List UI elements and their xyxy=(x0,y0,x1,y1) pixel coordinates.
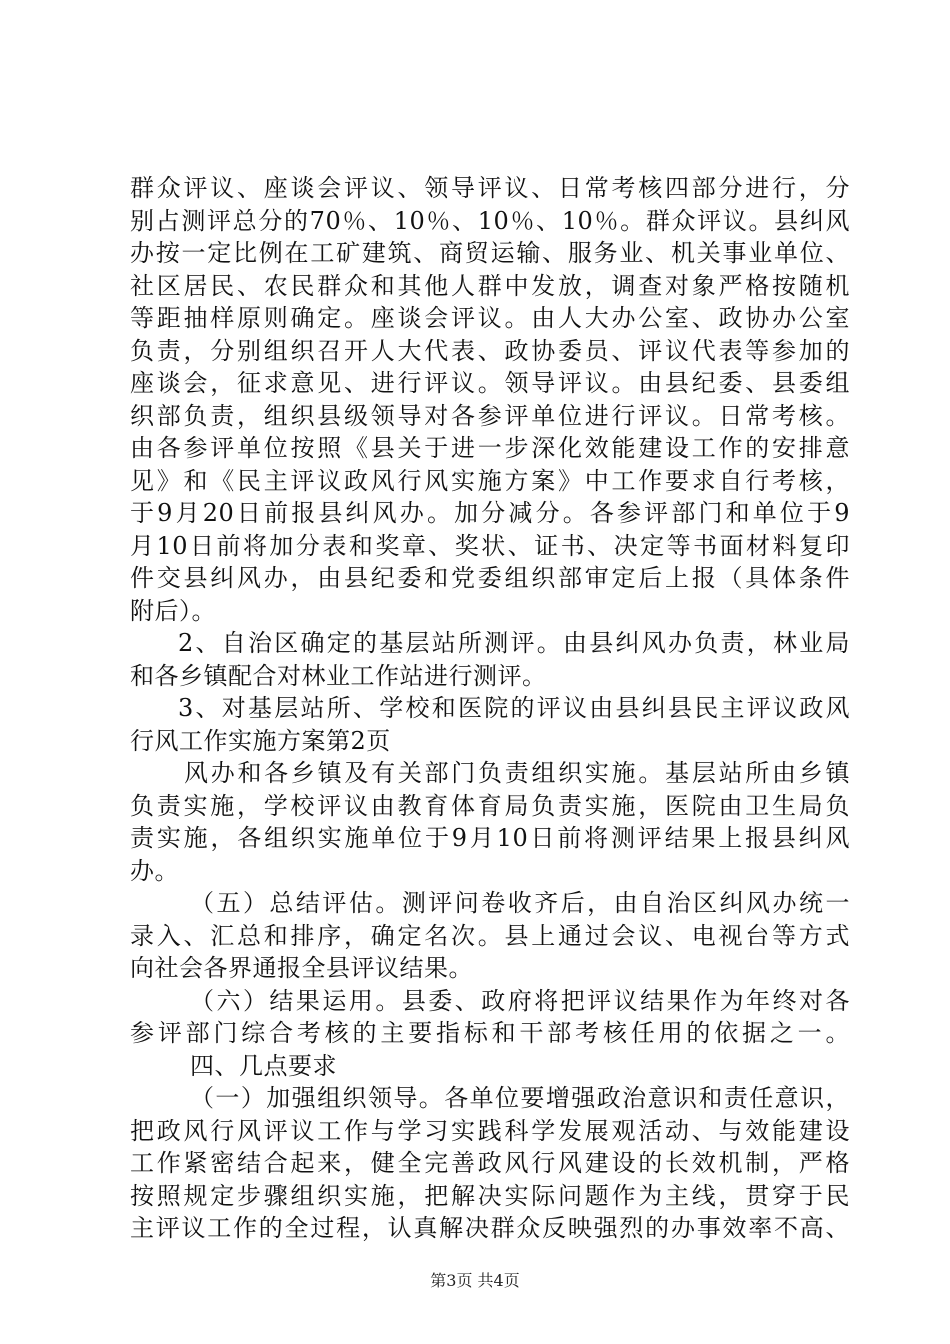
section-heading: 四、几点要求 xyxy=(190,1051,337,1080)
text-line: 别占测评总分的70％、10％、10％、10％。群众评议。县纠风 xyxy=(130,206,850,235)
text-line: 件交县纠风办，由县纪委和党委组织部审定后上报（具体条件 xyxy=(130,564,850,592)
text-line: 向社会各界通报全县评议结果。 xyxy=(130,954,473,982)
text-line: 责实施，各组织实施单位于9月10日前将测评结果上报县纠风 xyxy=(130,824,850,852)
text-line: 月10日前将加分表和奖章、奖状、证书、决定等书面材料复印 xyxy=(130,531,850,560)
text-line: 工作紧密结合起来，健全完善政风行风建设的长效机制，严格 xyxy=(130,1149,850,1177)
text-line: 主评议工作的全过程，认真解决群众反映强烈的办事效率不高、 xyxy=(130,1214,850,1242)
text-line: 由各参评单位按照《县关于进一步深化效能建设工作的安排意 xyxy=(130,434,850,462)
text-line: 于9月20日前报县纠风办。加分减分。各参评部门和单位于9 xyxy=(130,499,850,527)
text-line: 负责实施，学校评议由教育体育局负责实施，医院由卫生局负 xyxy=(130,791,850,820)
text-line: 3、对基层站所、学校和医院的评议由县纠县民主评议政风 xyxy=(178,694,850,722)
text-line: 社区居民、农民群众和其他人群中发放，调查对象严格按随机 xyxy=(130,271,850,300)
text-line: 和各乡镇配合对林业工作站进行测评。 xyxy=(130,661,547,690)
text-line: 见》和《民主评议政风行风实施方案》中工作要求自行考核， xyxy=(130,466,850,495)
text-line: 风办和各乡镇及有关部门负责组织实施。基层站所由乡镇 xyxy=(184,759,850,787)
document-body xyxy=(130,172,850,1245)
text-line: 织部负责，组织县级领导对各参评单位进行评议。日常考核。 xyxy=(130,401,850,430)
text-line: （五）总结评估。测评问卷收齐后，由自治区纠风办统一 xyxy=(190,889,850,917)
text-line: 办。 xyxy=(130,856,179,885)
text-line: 群众评议、座谈会评议、领导评议、日常考核四部分进行，分 xyxy=(130,174,850,202)
text-line: （六）结果运用。县委、政府将把评议结果作为年终对各 xyxy=(190,986,850,1015)
text-line: 把政风行风评议工作与学习实践科学发展观活动、与效能建设 xyxy=(130,1116,850,1145)
text-line: 等距抽样原则确定。座谈会评议。由人大办公室、政协办公室 xyxy=(130,304,850,332)
text-line: 录入、汇总和排序，确定名次。县上通过会议、电视台等方式 xyxy=(130,921,850,950)
page-number-footer: 第3页 共4页 xyxy=(430,1271,520,1290)
text-line: （一）加强组织领导。各单位要增强政治意识和责任意识， xyxy=(190,1084,850,1112)
text-line: 负责，分别组织召开人大代表、政协委员、评议代表等参加的 xyxy=(130,336,850,365)
text-line: 附后）。 xyxy=(130,596,216,625)
text-line: 座谈会，征求意见、进行评议。领导评议。由县纪委、县委组 xyxy=(130,369,850,397)
text-line: 参评部门综合考核的主要指标和干部考核任用的依据之一。 xyxy=(130,1019,850,1047)
text-line: 行风工作实施方案第2页 xyxy=(130,726,391,755)
text-line: 2、自治区确定的基层站所测评。由县纠风办负责，林业局 xyxy=(178,629,850,657)
text-line: 按照规定步骤组织实施，把解决实际问题作为主线，贯穿于民 xyxy=(130,1181,850,1210)
text-line: 办按一定比例在工矿建筑、商贸运输、服务业、机关事业单位、 xyxy=(130,239,850,267)
